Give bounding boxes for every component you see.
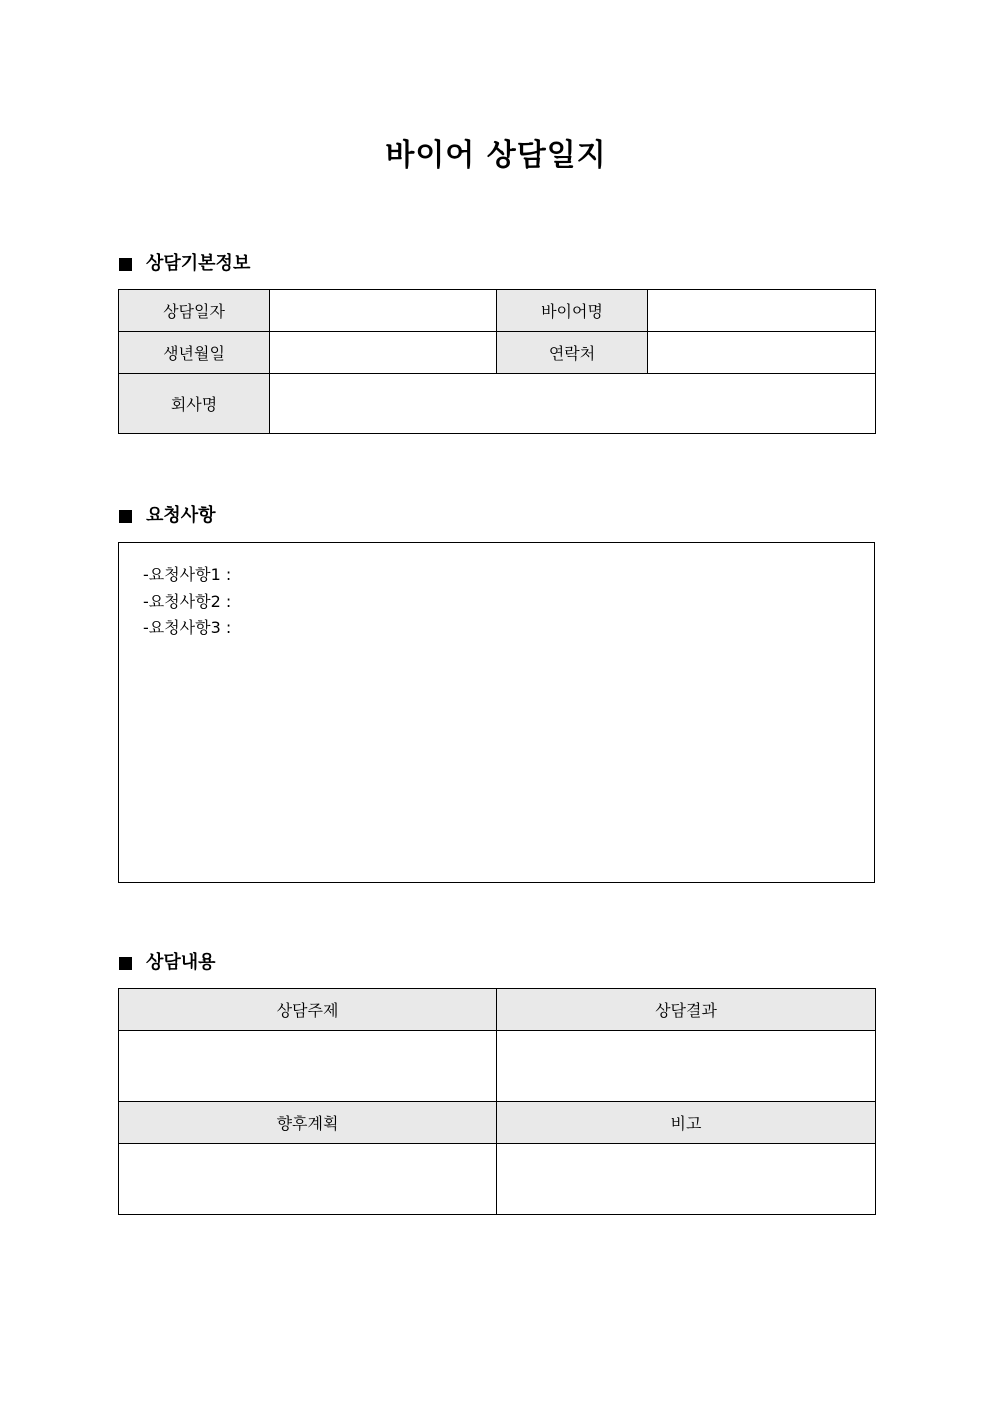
contact-label: 연락처	[497, 332, 648, 374]
document-title: 바이어 상담일지	[385, 138, 607, 173]
square-bullet-icon	[119, 957, 132, 970]
result-label: 상담결과	[497, 989, 876, 1031]
section-heading-label: 상담내용	[146, 952, 216, 973]
section-heading-label: 요청사항	[146, 505, 216, 526]
section-heading-consult-content	[119, 951, 216, 975]
requests-list	[143, 562, 231, 642]
remarks-field[interactable]	[497, 1144, 876, 1215]
section-heading-basic-info	[119, 252, 250, 276]
table-row	[119, 1102, 876, 1144]
table-row	[119, 1144, 876, 1215]
buyer-name-label: 바이어명	[497, 290, 648, 332]
consult-content-table	[118, 988, 876, 1215]
birth-date-label: 생년월일	[119, 332, 270, 374]
requests-box[interactable]	[118, 542, 875, 883]
result-field[interactable]	[497, 1031, 876, 1102]
list-item: -요청사항1 :	[143, 565, 232, 584]
basic-info-table	[118, 289, 876, 434]
contact-field[interactable]	[648, 332, 876, 374]
topic-label: 상담주제	[119, 989, 497, 1031]
square-bullet-icon	[119, 510, 132, 523]
table-row	[119, 1031, 876, 1102]
section-heading-label: 상담기본정보	[146, 253, 251, 274]
table-row	[119, 989, 876, 1031]
table-row	[119, 374, 876, 434]
list-item: -요청사항2 :	[143, 591, 232, 611]
remarks-label: 비고	[497, 1102, 876, 1144]
future-plan-field[interactable]	[119, 1144, 497, 1215]
company-label: 회사명	[119, 374, 270, 434]
square-bullet-icon	[119, 258, 132, 271]
consult-date-field[interactable]	[270, 290, 497, 332]
list-item: -요청사항3 :	[143, 618, 232, 637]
birth-date-field[interactable]	[270, 332, 497, 374]
topic-field[interactable]	[119, 1031, 497, 1102]
consult-date-label: 상담일자	[119, 290, 270, 332]
future-plan-label: 향후계획	[119, 1102, 497, 1144]
company-field[interactable]	[270, 374, 876, 434]
buyer-name-field[interactable]	[648, 290, 876, 332]
section-heading-requests	[119, 504, 216, 528]
table-row	[119, 290, 876, 332]
table-row	[119, 332, 876, 374]
